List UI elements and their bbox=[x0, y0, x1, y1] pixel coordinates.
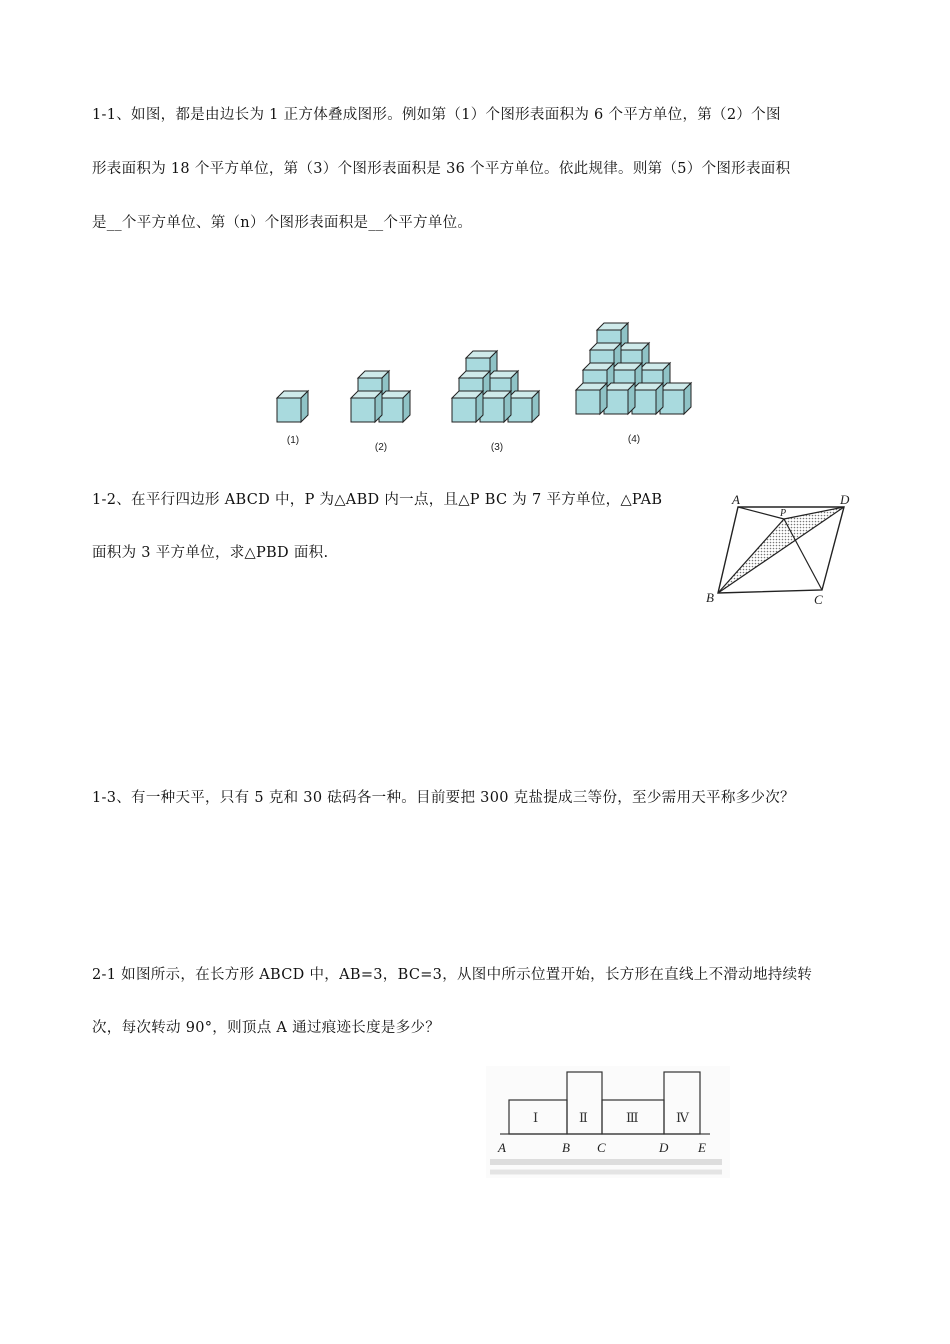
label-b: B bbox=[706, 590, 714, 605]
roman-4: Ⅳ bbox=[676, 1110, 689, 1125]
q1-1-line2: 形表面积为 18 个平方单位，第（3）个图形表面积是 36 个平方单位。依此规律。则第（5）个图形表面积 bbox=[92, 161, 791, 177]
cube bbox=[452, 391, 483, 422]
segment-pa bbox=[738, 507, 787, 519]
roman-3: Ⅲ bbox=[626, 1110, 639, 1125]
q2-1-line1: 2-1 如图所示，在长方形 ABCD 中，AB=3，BC=3，从图中所示位置开始，长方形在直线上不滑动地持续转 bbox=[92, 967, 813, 983]
point-e: E bbox=[698, 1140, 706, 1155]
q2-1-line2: 次，每次转动 90°，则顶点 A 通过痕迹长度是多少？ bbox=[92, 1020, 441, 1036]
q1-2-line1: 1-2、在平行四边形 ABCD 中，P 为△ABD 内一点，且△P BC 为 7 平方单位，△PAB bbox=[92, 492, 663, 508]
label-d: D bbox=[840, 492, 850, 507]
q1-3-line1: 1-3、有一种天平，只有 5 克和 30 砝码各一种。目前要把 300 克盐提成三等份，至少需用天平称多少次？ bbox=[92, 790, 795, 806]
q1-2-line2: 面积为 3 平方单位，求△PBD 面积. bbox=[92, 545, 329, 561]
cube bbox=[576, 383, 607, 414]
q1-1-line1: 1-1、如图，都是由边长为 1 正方体叠成图形。例如第（1）个图形表面积为 6 个平方单位，第（2）个图 bbox=[92, 107, 781, 123]
point-d: D bbox=[659, 1140, 669, 1155]
cube bbox=[480, 391, 511, 422]
cube bbox=[351, 391, 382, 422]
point-b: B bbox=[562, 1140, 570, 1155]
rolling-rectangle-figure bbox=[482, 1062, 742, 1182]
figure-caption-1: (1) bbox=[286, 435, 300, 446]
cube bbox=[632, 383, 663, 414]
label-a: A bbox=[732, 492, 740, 507]
point-c: C bbox=[597, 1140, 606, 1155]
cube bbox=[277, 391, 308, 422]
cube bbox=[508, 391, 539, 422]
parallelogram-figure bbox=[700, 490, 860, 620]
figure-caption-4: (4) bbox=[627, 434, 641, 445]
figure-caption-2: (2) bbox=[374, 442, 388, 453]
point-a: A bbox=[498, 1140, 506, 1155]
cube-stacks-figure bbox=[0, 290, 950, 470]
roman-2: Ⅱ bbox=[579, 1110, 588, 1125]
label-p: P bbox=[780, 508, 787, 519]
q1-1-line3: 是__个平方单位、第（n）个图形表面积是__个平方单位。 bbox=[92, 215, 473, 231]
segment-pb bbox=[718, 519, 784, 593]
label-c: C bbox=[814, 592, 823, 607]
cube bbox=[379, 391, 410, 422]
cube bbox=[604, 383, 635, 414]
figure-caption-3: (3) bbox=[490, 442, 504, 453]
cube bbox=[660, 383, 691, 414]
roman-1: Ⅰ bbox=[533, 1110, 539, 1125]
